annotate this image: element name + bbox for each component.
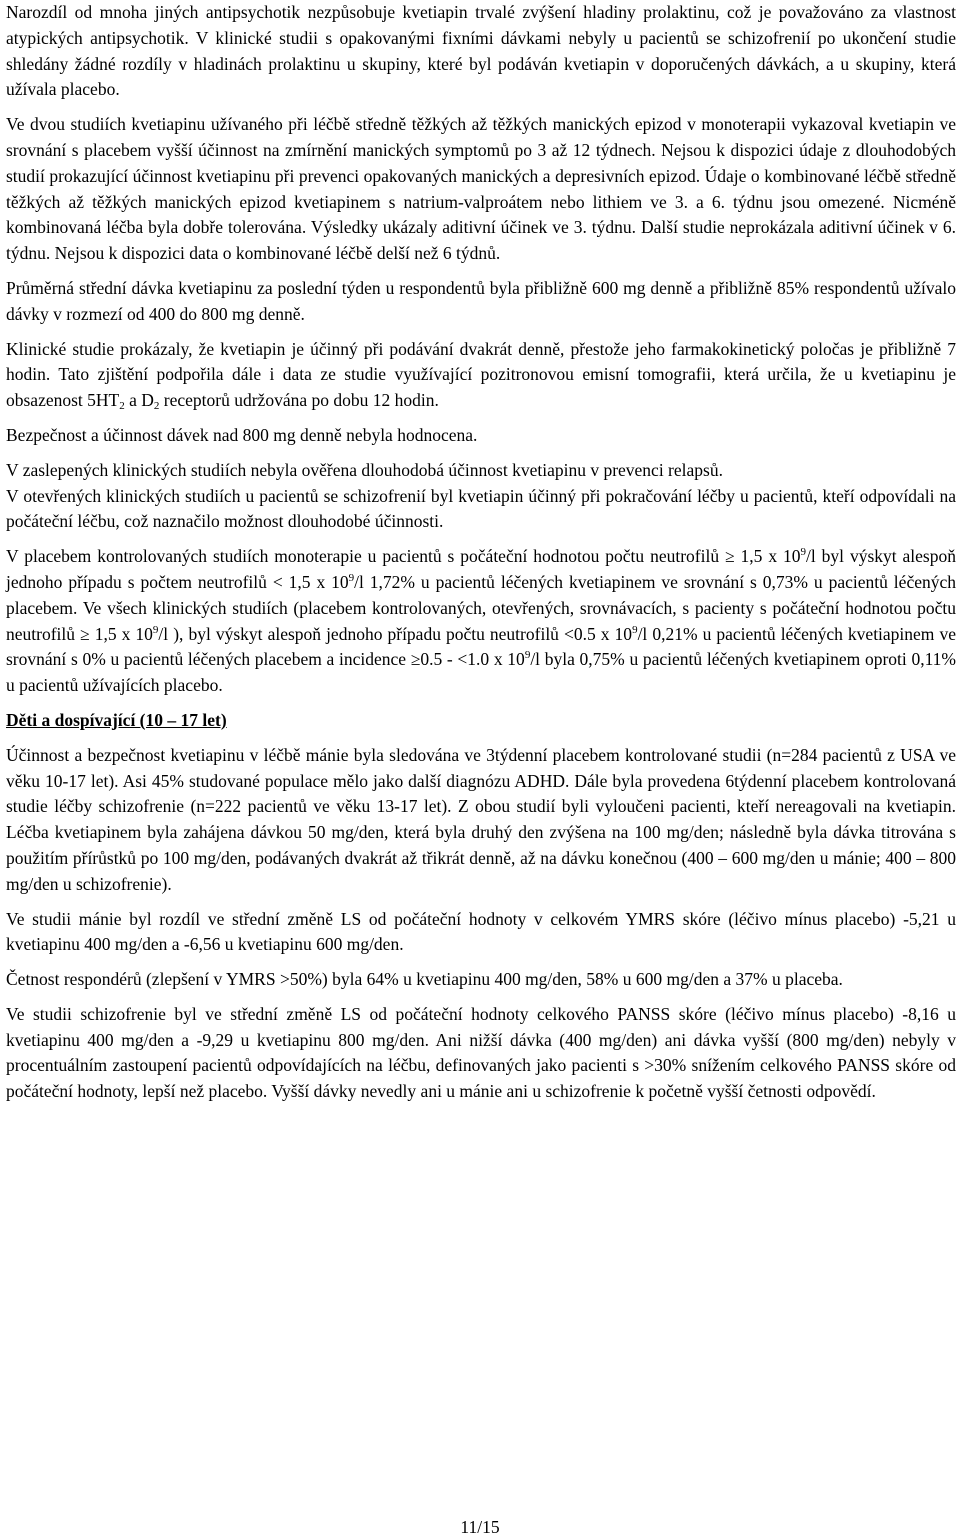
paragraph-prolactin: Narozdíl od mnoha jiných antipsychotik nezpůsobuje kvetiapin trvalé zvýšení hladiny prolaktinu, což je považováno za vlastnost atypických antipsychotik. V klinické studii s opakovanými fixními dávkami nebyly u pacientů se schizofrenií po ukončení studie shledány žádné rozdíly v hladinách prolaktinu u skupiny, které byl podáván kvetiapin v doporučených dávkách, a u skupiny, která užívala placebo. — [6, 2, 956, 100]
text-segment: /l byl výskyt alespoň jednoho případu s počtem neutrofilů < 1,5 x 10 — [6, 546, 956, 592]
paragraph-open-label-studies: V otevřených klinických studiích u pacientů se schizofrenií byl kvetiapin účinný při pokračování léčby u pacientů, kteří odpovídali na počáteční léčbu, což naznačilo možnost dlouhodobé účinnosti. — [6, 485, 956, 532]
text-segment: /l ), byl výskyt alespoň jednoho případu počtu neutrofilů <0.5 x 10 — [158, 623, 633, 644]
text-segment: V placebem kontrolovaných studiích monoterapie u pacientů s počáteční hodnotou počtu neutrofilů ≥ 1,5 x 10 — [6, 546, 801, 567]
superscript: 9 — [632, 623, 638, 636]
paragraph-mania-ymrs: Ve studii mánie byl rozdíl ve střední změně LS od počáteční hodnoty v celkovém YMRS skóre (léčivo mínus placebo) -5,21 u kvetiapinu 400 mg/den a -6,56 u kvetiapinu 600 mg/den. — [6, 908, 956, 955]
text-segment: /l byla 0,75% u pacientů léčených kvetiapinem oproti 0,11% u pacientů užívajících placebo. — [6, 649, 956, 696]
paragraph-safety-high-dose: Bezpečnost a účinnost dávek nad 800 mg denně nebyla hodnocena. — [6, 424, 478, 445]
paragraph-dosing-twice-daily — [6, 337, 956, 414]
subscript: 2 — [119, 400, 125, 413]
superscript: 9 — [152, 623, 159, 636]
text-segment: a D — [124, 390, 154, 411]
paragraph-relapse-prevention: V zaslepených klinických studiích nebyla ověřena dlouhodobá účinnost kvetiapinu v prevenci relapsů. — [6, 459, 723, 480]
section-heading-children: Děti a dospívající (10 – 17 let) — [6, 709, 227, 730]
paragraph-neutrophils — [6, 544, 956, 699]
text-segment: Klinické studie prokázaly, že kvetiapin je účinný při podávání dvakrát denně, přestože jeho farmakokinetický poločas je přibližně 7 hodin. Tato zjištění podpořila dále i data ze studie využívající pozitronovou emisní tomografii, která určila, že u kvetiapinu je obsazenost 5HT — [6, 338, 956, 411]
document-body — [6, 0, 956, 1114]
subscript: 2 — [153, 400, 160, 413]
paragraph-schizophrenia-panss: Ve studii schizofrenie byl ve střední změně LS od počáteční hodnoty celkového PANSS skóre (léčivo mínus placebo) -8,16 u kvetiapinu 400 mg/den a -9,29 u kvetiapinu 800 mg/den. Ani nižší dávka (400 mg/den) ani dávka vyšší (800 mg/den) nebyly v procentuálním zastoupení pacientů odpovídajících na léčbu, definovaných jako pacienti s >30% snížením celkového PANSS skóre od počáteční hodnoty, lepší než placebo. Vyšší dávky nevedly ani u mánie ani u schizofrenie k početně vyšší četnosti odpovědí. — [6, 1003, 956, 1102]
page-number: 11/15 — [460, 1517, 500, 1537]
paragraph-pediatric-studies: Účinnost a bezpečnost kvetiapinu v léčbě mánie byla sledována ve 3týdenní placebem kontrolované studii (n=284 pacientů z USA ve věku 10-17 let). Asi 45% studované populace mělo jako další diagnózu ADHD. Dále byla provedena 6týdenní placebem kontrolovaná studie léčby schizofrenie (n=222 pacientů ve věku 13-17 let). Z obou studií byli vyloučeni pacienti, kteří nereagovali na kvetiapin. Léčba kvetiapinem byla zahájena dávkou 50 mg/den, která byla druhý den zvýšena na 100 mg/den; následně byla dávka titrována s použitím přírůstků po 100 mg/den, podávaných dvakrát až třikrát denně, až na dávku konečnou (400 – 600 mg/den u mánie; 400 – 800 mg/den u schizofrenie). — [6, 744, 956, 894]
paragraph-responder-rate: Četnost respondérů (zlepšení v YMRS >50%) byla 64% u kvetiapinu 400 mg/den, 58% u 600 mg/den a 37% u placeba. — [6, 969, 843, 990]
paragraph-mania-studies: Ve dvou studiích kvetiapinu užívaného při léčbě středně těžkých až těžkých manických epizod v monoterapii vykazoval kvetiapin ve srovnání s placebem vyšší účinnost na zmírnění manických symptomů po 3 až 12 týdnech. Nejsou k dispozici údaje z dlouhodobých studií prokazující účinnost kvetiapinu při prevenci opakovaných manických a depresivních epizod. Údaje o kombinované léčbě středně těžkých až těžkých manických epizod kvetiapinem s natrium-valproátem nebo lithiem ve 3. a 6. týdnu jsou omezené. Nicméně kombinovaná léčba byla dobře tolerována. Výsledky ukázaly aditivní účinek ve 3. týdnu. Další studie neprokázala aditivní účinek v 6. týdnu. Nejsou k dispozici data o kombinované léčbě delší než 6 týdnů. — [6, 114, 956, 264]
text-segment: /l 1,72% u pacientů léčených kvetiapinem ve srovnání s 0,73% u pacientů léčených placebem. Ve všech klinických studiích (placebem kontrolovaných, otevřených, srovnávacích, s pacienty s počáteční hodnotou počtu neutrofilů ≥ 1,5 x 10 — [6, 571, 956, 644]
text-segment: /l 0,21% u pacientů léčených kvetiapinem ve srovnání s 0% u pacientů léčených placebem a incidence ≥0.5 - <1.0 x 10 — [6, 623, 956, 670]
superscript: 9 — [348, 571, 355, 584]
superscript: 9 — [800, 546, 807, 559]
superscript: 9 — [524, 649, 531, 662]
text-segment: receptorů udržována po dobu 12 hodin. — [159, 390, 439, 411]
paragraph-mean-dose: Průměrná střední dávka kvetiapinu za poslední týden u respondentů byla přibližně 600 mg denně a přibližně 85% respondentů užívalo dávky v rozmezí od 400 do 800 mg denně. — [6, 277, 956, 324]
